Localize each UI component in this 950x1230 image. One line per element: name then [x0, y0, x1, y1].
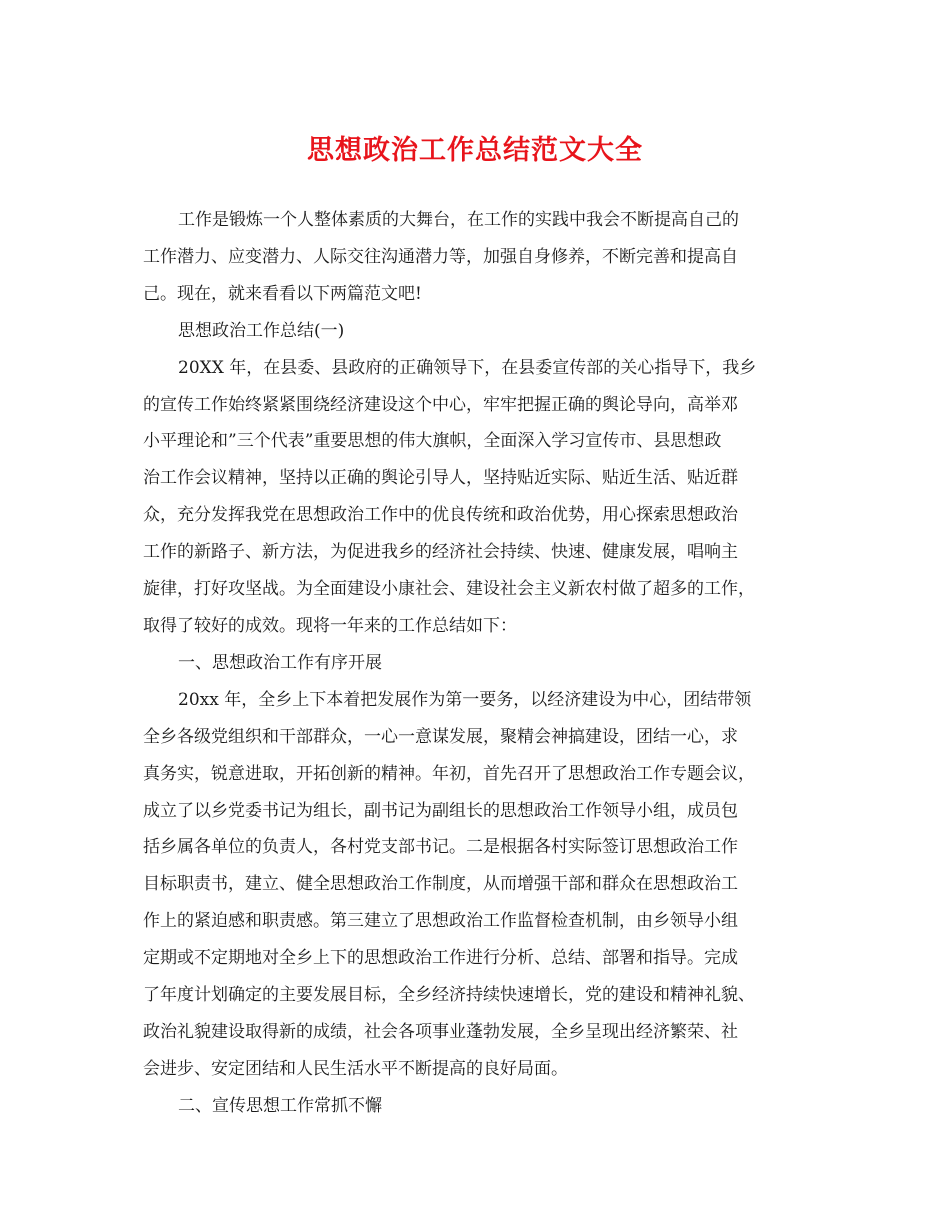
paragraph-line: 取得了较好的成效。现将一年来的工作总结如下：: [143, 615, 517, 636]
paragraph-line: 小平理论和”三个代表”重要思想的伟大旗帜，全面深入学习宣传市、县思想政: [143, 431, 722, 452]
paragraph-line: 成立了以乡党委书记为组长，副书记为副组长的思想政治工作领导小组，成员包: [143, 800, 738, 821]
paragraph-line: 真务实，锐意进取，开拓创新的精神。年初，首先召开了思想政治工作专题会议，: [143, 763, 755, 784]
paragraph-line: 目标职责书，建立、健全思想政治工作制度，从而增强干部和群众在思想政治工: [143, 874, 738, 895]
paragraph-line: 政治礼貌建设取得新的成绩，社会各项事业蓬勃发展，全乡呈现出经济繁荣、社: [143, 1021, 738, 1042]
section-heading: 一、思想政治工作有序开展: [178, 652, 382, 673]
paragraph-line: 工作的新路子、新方法，为促进我乡的经济社会持续、快速、健康发展，唱响主: [143, 542, 738, 563]
paragraph-line: 己。现在，就来看看以下两篇范文吧!: [143, 283, 422, 304]
paragraph-line: 作上的紧迫感和职责感。第三建立了思想政治工作监督检查机制，由乡领导小组: [143, 911, 738, 932]
section-heading: 思想政治工作总结(一): [178, 320, 345, 341]
paragraph-line: 全乡各级党组织和干部群众，一心一意谋发展，聚精会神搞建设，团结一心，求: [143, 726, 738, 747]
paragraph-line: 20XX 年，在县委、县政府的正确领导下，在县委宣传部的关心指导下，我乡: [178, 357, 757, 378]
paragraph-line: 会进步、安定团结和人民生活水平不断提高的良好局面。: [143, 1058, 568, 1079]
paragraph-line: 定期或不定期地对全乡上下的思想政治工作进行分析、总结、部署和指导。完成: [143, 948, 738, 969]
paragraph-line: 旋律，打好攻坚战。为全面建设小康社会、建设社会主义新农村做了超多的工作，: [143, 579, 755, 600]
paragraph-line: 了年度计划确定的主要发展目标，全乡经济持续快速增长，党的建设和精神礼貌、: [143, 985, 755, 1006]
paragraph-line: 众，充分发挥我党在思想政治工作中的优良传统和政治优势，用心探索思想政治: [143, 505, 738, 526]
paragraph-line: 的宣传工作始终紧紧围绕经济建设这个中心，牢牢把握正确的舆论导向，高举邓: [143, 394, 738, 415]
section-heading: 二、宣传思想工作常抓不懈: [178, 1095, 382, 1116]
paragraph-line: 20xx 年，全乡上下本着把发展作为第一要务，以经济建设为中心，团结带领: [178, 689, 752, 710]
document-body: [143, 202, 809, 1125]
paragraph-line: 工作是锻炼一个人整体素质的大舞台，在工作的实践中我会不断提高自己的: [178, 210, 739, 230]
document-title: 思想政治工作总结范文大全: [307, 135, 643, 166]
paragraph-line: 工作潜力、应变潜力、人际交往沟通潜力等，加强自身修养，不断完善和提高自: [143, 246, 738, 267]
paragraph-line: 治工作会议精神，坚持以正确的舆论引导人，坚持贴近实际、贴近生活、贴近群: [143, 468, 738, 489]
paragraph-line: 括乡属各单位的负责人，各村党支部书记。二是根据各村实际签订思想政治工作: [143, 837, 738, 858]
